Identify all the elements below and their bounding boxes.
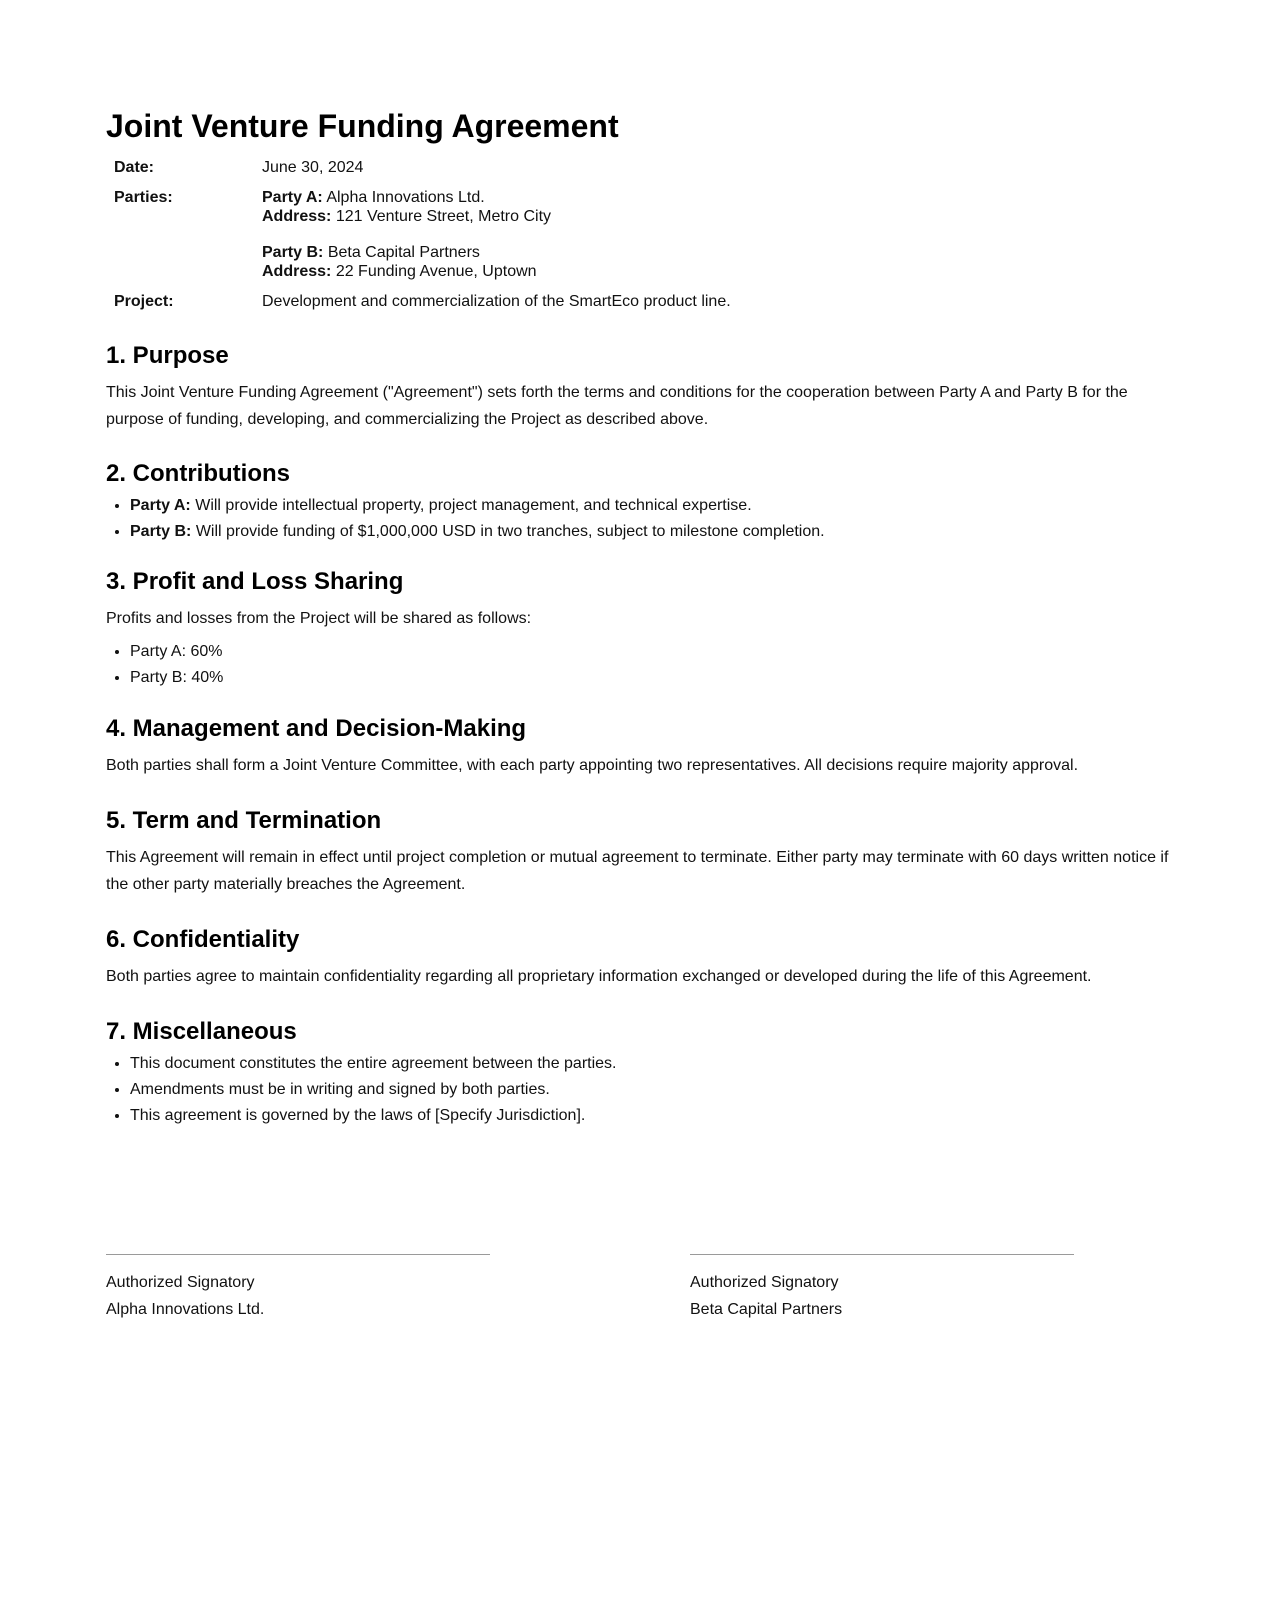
- date-row: [114, 158, 731, 188]
- section-heading-contributions: 2. Contributions: [106, 460, 290, 487]
- agreement-meta-table: [114, 158, 731, 311]
- party-b-block: [262, 243, 731, 281]
- contribution-party-b-text: Will provide funding of $1,000,000 USD in two tranches, subject to milestone completion.: [195, 523, 825, 540]
- date-value: June 30, 2024: [262, 159, 364, 176]
- signature-line: [106, 1254, 490, 1255]
- list-item: • Amendments must be in writing and signed by both parties.: [130, 1077, 1176, 1103]
- party-b-label: Party B:: [262, 244, 324, 261]
- term-text: This Agreement will remain in effect until project completion or mutual agreement to terminate. Either party may terminate with 60 days written notice if the other party materially breaches the Agreement.: [106, 849, 1169, 893]
- signatory-company: Beta Capital Partners: [690, 1301, 843, 1318]
- party-a-label: Party A:: [262, 189, 323, 206]
- contribution-party-b-label: Party B:: [130, 523, 192, 540]
- misc-list: [106, 1051, 1176, 1129]
- management-text: Both parties shall form a Joint Venture Committee, with each party appointing two representatives. All decisions require majority approval.: [106, 757, 1079, 774]
- profit-intro: Profits and losses from the Project will be shared as follows:: [106, 610, 532, 627]
- document-page: [106, 104, 1176, 1129]
- section-heading-management: 4. Management and Decision-Making: [106, 715, 527, 742]
- signature-block-party-a: [106, 1254, 490, 1323]
- signatory-role: Authorized Signatory: [690, 1274, 839, 1291]
- project-label: Project:: [114, 293, 174, 310]
- signature-block-party-b: [690, 1254, 1074, 1323]
- party-b-name: Beta Capital Partners: [327, 244, 480, 261]
- list-item: • Party A: 60%: [130, 639, 1176, 665]
- signature-line: [690, 1254, 1074, 1255]
- purpose-text: This Joint Venture Funding Agreement ("Agreement") sets forth the terms and conditions for the cooperation between Party A and Party B for the purpose of funding, developing, and commercializing the Project as described above.: [106, 384, 1128, 428]
- party-a-block: [262, 188, 731, 226]
- section-heading-term: 5. Term and Termination: [106, 807, 382, 834]
- section-heading-purpose: 1. Purpose: [106, 342, 229, 369]
- parties-value: [262, 188, 731, 292]
- list-item: • This document constitutes the entire agreement between the parties.: [130, 1051, 1176, 1077]
- parties-row: [114, 188, 731, 292]
- party-a-name: Alpha Innovations Ltd.: [326, 189, 485, 206]
- list-item: • This agreement is governed by the laws of [Specify Jurisdiction].: [130, 1103, 1176, 1129]
- project-row: [114, 292, 731, 311]
- signatory-role: Authorized Signatory: [106, 1274, 255, 1291]
- list-item: [130, 519, 1176, 545]
- parties-label: Parties:: [114, 189, 173, 206]
- party-a-address: 121 Venture Street, Metro City: [335, 208, 552, 225]
- list-item: [130, 493, 1176, 519]
- contribution-party-a-text: Will provide intellectual property, project management, and technical expertise.: [195, 497, 752, 514]
- contributions-list: [106, 493, 1176, 545]
- signature-area: [106, 1254, 1176, 1334]
- date-label: Date:: [114, 159, 155, 176]
- list-item: • Party B: 40%: [130, 665, 1176, 691]
- confidentiality-text: Both parties agree to maintain confidentiality regarding all proprietary information exchanged or developed during the life of this Agreement.: [106, 968, 1092, 985]
- document-title: Joint Venture Funding Agreement: [106, 108, 619, 144]
- profit-list: [106, 639, 1176, 691]
- project-value: Development and commercialization of the SmartEco product line.: [262, 293, 731, 310]
- party-b-address-label: Address:: [262, 263, 332, 280]
- section-heading-profit: 3. Profit and Loss Sharing: [106, 568, 404, 595]
- contribution-party-a-label: Party A:: [130, 497, 191, 514]
- party-a-address-label: Address:: [262, 208, 332, 225]
- signatory-company: Alpha Innovations Ltd.: [106, 1301, 265, 1318]
- section-heading-confidentiality: 6. Confidentiality: [106, 926, 300, 953]
- party-b-address: 22 Funding Avenue, Uptown: [335, 263, 537, 280]
- section-heading-misc: 7. Miscellaneous: [106, 1018, 297, 1045]
